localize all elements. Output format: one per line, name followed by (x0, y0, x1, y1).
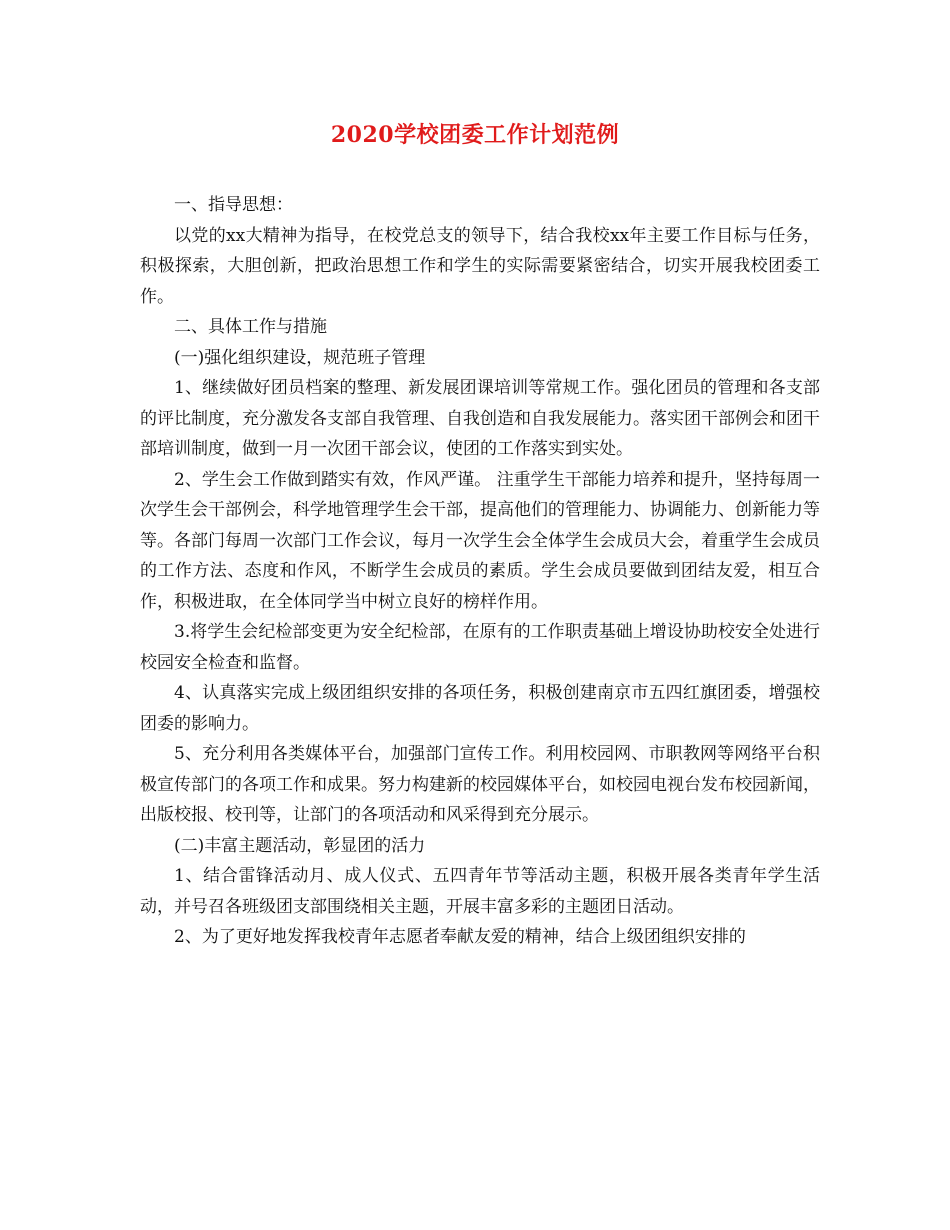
paragraph: 2、学生会工作做到踏实有效，作风严谨。 注重学生干部能力培养和提升，坚持每周一次学生会干部例会，科学地管理学生会干部，提高他们的管理能力、协调能力、创新能力等等。各部门每周一次部门工作会议，每月一次学生会全体学生会成员大会，着重学生会成员的工作方法、态度和作风，不断学生会成员的素质。学生会成员要做到团结友爱，相互合作，积极进取，在全体同学当中树立良好的榜样作用。 (140, 469, 820, 612)
paragraph: 2、为了更好地发挥我校青年志愿者奉献友爱的精神，结合上级团组织安排的 (174, 927, 746, 947)
paragraph: 3.将学生会纪检部变更为安全纪检部，在原有的工作职责基础上增设协助校安全处进行校园安全检查和监督。 (140, 622, 820, 673)
paragraph: 一、指导思想： (174, 195, 293, 215)
paragraph: 1、结合雷锋活动月、成人仪式、五四青年节等活动主题，积极开展各类青年学生活动，并号召各班级团支部围绕相关主题，开展丰富多彩的主题团日活动。 (140, 866, 820, 917)
paragraph: 5、充分利用各类媒体平台，加强部门宣传工作。利用校园网、市职教网等网络平台积极宣传部门的各项工作和成果。努力构建新的校园媒体平台，如校园电视台发布校园新闻，出版校报、校刊等，让部门的各项活动和风采得到充分展示。 (140, 744, 820, 825)
paragraph: 4、认真落实完成上级团组织安排的各项任务，积极创建南京市五四红旗团委，增强校团委的影响力。 (140, 683, 820, 734)
paragraph: 1、继续做好团员档案的整理、新发展团课培训等常规工作。强化团员的管理和各支部的评比制度，充分激发各支部自我管理、自我创造和自我发展能力。落实团干部例会和团干部培训制度，做到一月一次团干部会议，使团的工作落实到实处。 (140, 378, 820, 459)
paragraph: 以党的xx大精神为指导，在校党总支的领导下，结合我校xx年主要工作目标与任务，积极探索，大胆创新，把政治思想工作和学生的实际需要紧密结合，切实开展我校团委工作。 (140, 225, 820, 307)
paragraph: 二、具体工作与措施 (174, 317, 327, 337)
document-title: 2020学校团委工作计划范例 (330, 122, 620, 148)
paragraph: (二)丰富主题活动，彰显团的活力 (174, 835, 426, 856)
paragraph: (一)强化组织建设，规范班子管理 (174, 347, 426, 368)
document-body (140, 190, 820, 953)
